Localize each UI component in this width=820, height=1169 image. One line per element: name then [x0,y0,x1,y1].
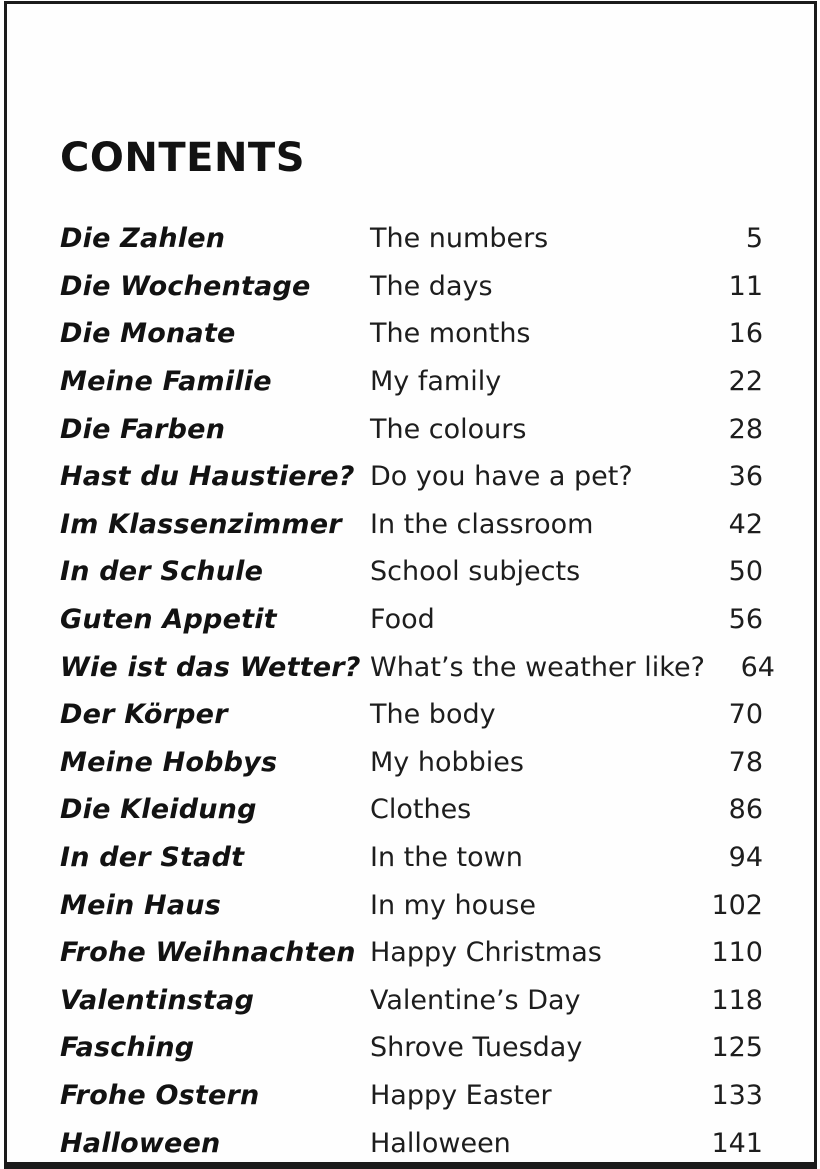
toc-english-title: Happy Christmas [370,937,602,969]
toc-page-number: 42 [728,508,763,540]
toc-page-number: 118 [711,984,763,1016]
toc-german-title: Frohe Weihnachten [60,937,356,969]
toc-row [60,834,763,882]
toc-german-title: Die Zahlen [60,223,226,255]
toc-page-number: 28 [728,413,763,445]
toc-english-title: Clothes [370,794,472,826]
toc-english-title: The colours [370,413,527,445]
toc-row [60,929,763,977]
toc-page-number: 94 [728,842,763,874]
toc-german-title: Die Farben [60,413,226,445]
toc-german-title: Die Kleidung [60,794,257,826]
book-page [4,1,817,1169]
toc-page-number: 56 [728,604,763,636]
toc-page-number: 78 [728,746,763,778]
toc-english-title: Halloween [370,1127,511,1159]
toc-row [60,739,763,787]
toc-english-title: The numbers [370,223,549,255]
toc-german-title: In der Stadt [60,842,245,874]
toc-page-number: 141 [711,1127,763,1159]
toc-list [60,215,775,1167]
toc-row [60,977,763,1025]
toc-german-title: Meine Hobbys [60,746,278,778]
toc-row [60,596,763,644]
toc-english-title: Happy Easter [370,1079,552,1111]
toc-english-title: In the town [370,842,523,874]
toc-page-number: 133 [711,1079,763,1111]
toc-row [60,691,763,739]
toc-page-number: 125 [711,1032,763,1064]
toc-page-number: 5 [745,223,763,255]
toc-german-title: In der Schule [60,556,264,588]
toc-row [60,215,763,263]
page-title: CONTENTS [60,135,306,181]
toc-page-number: 11 [728,270,763,302]
toc-english-title: My hobbies [370,746,524,778]
toc-english-title: The body [370,699,496,731]
toc-english-title: My family [370,366,502,398]
toc-page-number: 64 [740,651,775,683]
toc-page-number: 36 [728,461,763,493]
toc-row [60,786,763,834]
toc-row [60,453,763,501]
toc-row [60,1024,763,1072]
toc-page-number: 70 [728,699,763,731]
toc-english-title: The months [370,318,531,350]
toc-english-title: What’s the weather like? [370,651,705,683]
toc-english-title: Do you have a pet? [370,461,633,493]
toc-row [60,1119,763,1167]
toc-page-number: 16 [728,318,763,350]
toc-german-title: Wie ist das Wetter? [60,651,361,683]
toc-german-title: Mein Haus [60,889,221,921]
toc-row [60,358,763,406]
toc-german-title: Guten Appetit [60,604,277,636]
toc-german-title: Halloween [60,1127,221,1159]
toc-german-title: Meine Familie [60,366,272,398]
toc-german-title: Die Monate [60,318,236,350]
toc-german-title: Der Körper [60,699,228,731]
toc-page-number: 22 [728,366,763,398]
toc-german-title: Die Wochentage [60,270,311,302]
toc-german-title: Hast du Haustiere? [60,461,355,493]
toc-german-title: Frohe Ostern [60,1079,260,1111]
toc-row [60,501,763,549]
toc-page-number: 110 [711,937,763,969]
toc-row [60,643,775,691]
toc-english-title: In my house [370,889,536,921]
toc-english-title: Shrove Tuesday [370,1032,583,1064]
toc-german-title: Im Klassenzimmer [60,508,342,540]
toc-english-title: Valentine’s Day [370,984,581,1016]
toc-row [60,1072,763,1120]
toc-page-number: 50 [728,556,763,588]
toc-english-title: School subjects [370,556,581,588]
toc-row [60,310,763,358]
toc-row [60,881,763,929]
toc-german-title: Valentinstag [60,984,255,1016]
toc-german-title: Fasching [60,1032,195,1064]
toc-row [60,263,763,311]
toc-row [60,405,763,453]
toc-row [60,548,763,596]
toc-english-title: Food [370,604,435,636]
toc-page-number: 86 [728,794,763,826]
toc-page-number: 102 [711,889,763,921]
toc-english-title: In the classroom [370,508,594,540]
toc-english-title: The days [370,270,493,302]
